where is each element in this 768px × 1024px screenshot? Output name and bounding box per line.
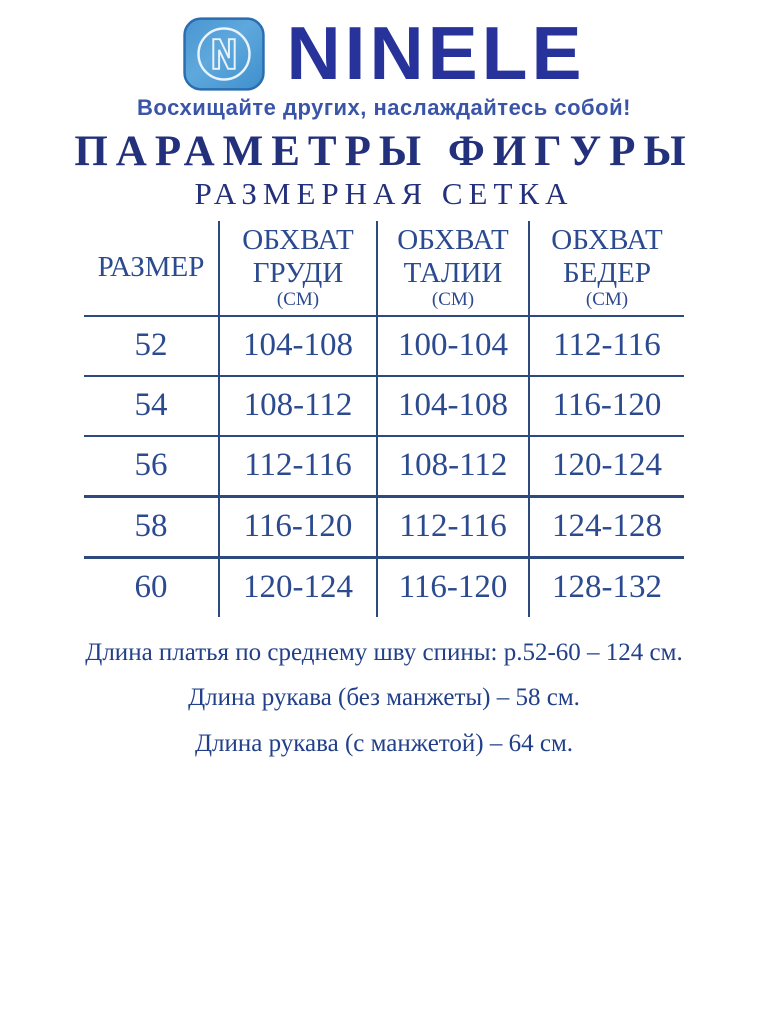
column-unit-chest: (СМ) [276,289,320,311]
hips-cell: 124-128 [529,496,684,557]
column-unit-hips: (СМ) [585,289,629,311]
brand-tagline: Восхищайте других, наслаждайтесь собой! [137,95,631,120]
table-row-size-60 [84,557,684,617]
chest-cell: 116-120 [219,496,377,557]
waist-cell: 108-112 [377,436,529,497]
note-sleeve-with-cuff: Длина рукава (с манжетой) – 64 см. [194,730,574,758]
column-unit-waist: (СМ) [431,289,475,311]
hips-cell: 120-124 [529,436,684,497]
note-sleeve-no-cuff: Длина рукава (без манжеты) – 58 см. [188,684,580,712]
waist-cell: 112-116 [377,496,529,557]
measurement-notes [0,639,768,759]
size-cell: 60 [134,569,168,606]
size-cell: 58 [134,508,168,545]
size-cell: 56 [134,447,168,484]
chest-cell: 120-124 [219,557,377,617]
brand-wordmark: NINELE [286,11,586,96]
waist-cell: 104-108 [377,376,529,436]
chest-cell: 104-108 [219,316,377,376]
column-header-size [84,221,219,316]
size-cell: 52 [134,327,168,364]
size-table [84,221,684,617]
brand-header [0,0,768,96]
column-header-chest: ОБХВАТ ГРУДИ (СМ) [219,221,377,316]
page-subtitle: РАЗМЕРНАЯ СЕТКА [194,176,574,211]
ninele-n-monogram-icon [182,17,266,91]
table-row-size-54 [84,376,684,436]
hips-cell: 128-132 [529,557,684,617]
waist-cell: 100-104 [377,316,529,376]
hips-cell: 112-116 [529,316,684,376]
waist-cell: 116-120 [377,557,529,617]
column-header-size-label: РАЗМЕР [97,251,205,284]
table-row-size-58 [84,496,684,557]
table-row-size-52 [84,316,684,376]
chest-cell: 108-112 [219,376,377,436]
table-row-size-56 [84,436,684,497]
chest-cell: 112-116 [219,436,377,497]
size-cell: 54 [134,387,168,424]
size-table-header-row [84,221,684,316]
page-title: ПАРАМЕТРЫ ФИГУРЫ [74,128,694,175]
column-header-waist: ОБХВАТ ТАЛИИ (СМ) [377,221,529,316]
column-header-hips: ОБХВАТ БЕДЕР (СМ) [529,221,684,316]
hips-cell: 116-120 [529,376,684,436]
note-dress-length: Длина платья по среднему шву спины: р.52-60 – 124 см. [85,638,683,666]
